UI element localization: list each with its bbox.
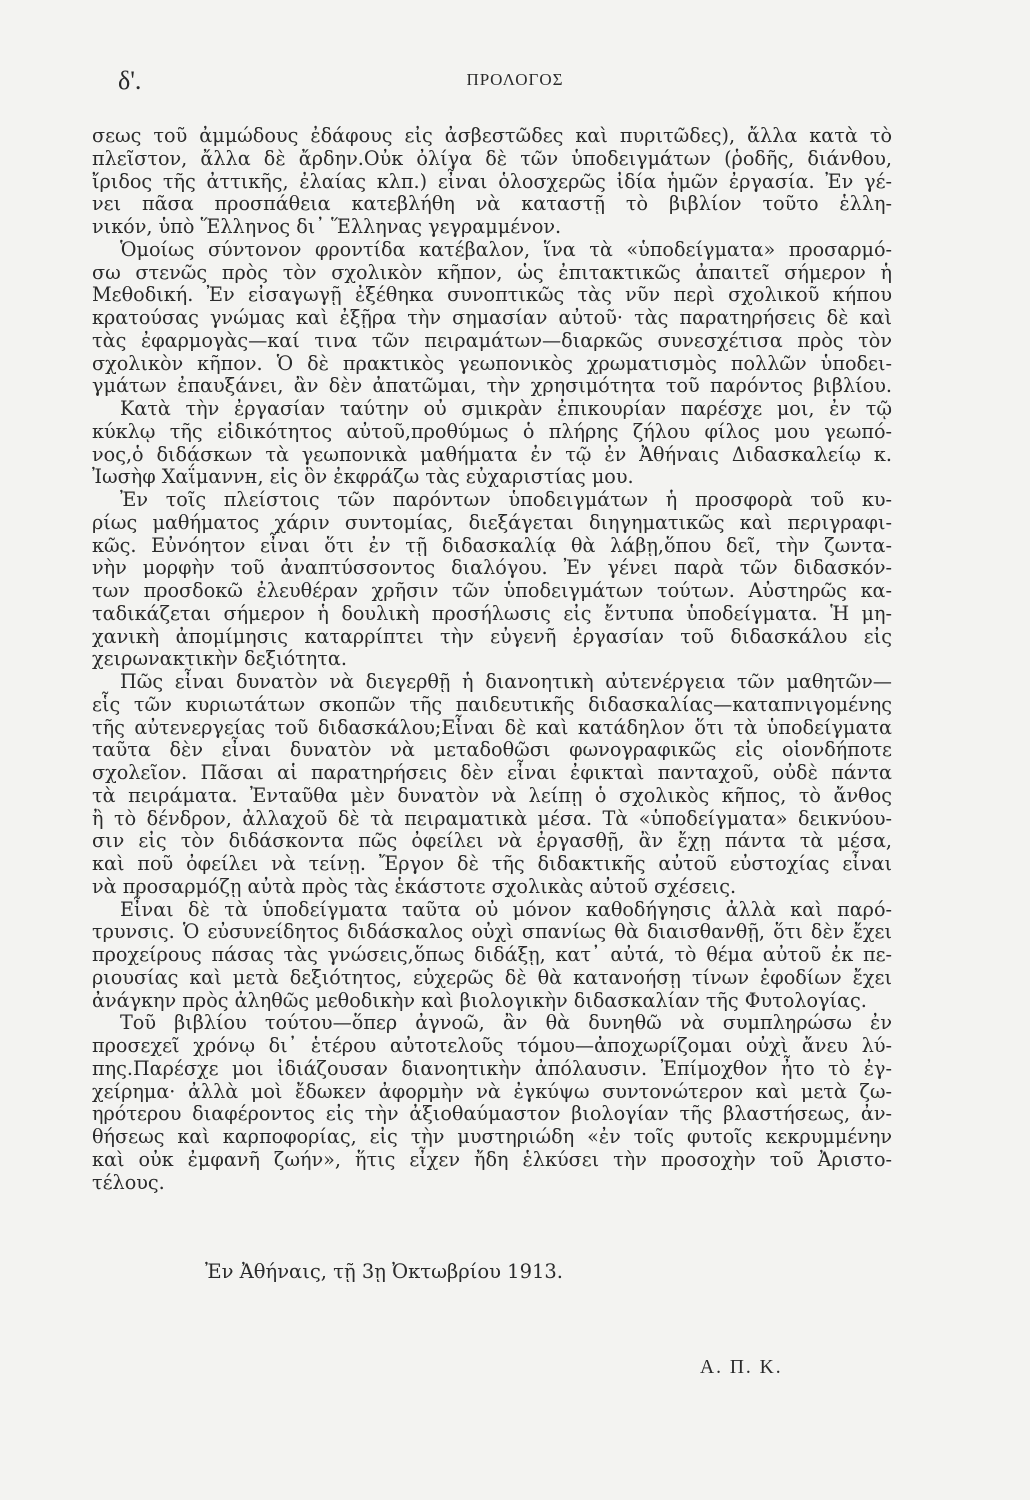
text-line: θήσεως καὶ καρποφορίας, εἰς τὴν μυστηριώδη «ἐν τοῖς φυτοῖς κεκρυμμένην bbox=[92, 1125, 892, 1148]
text-line: πης.Παρέσχε μοι ἰδιάζουσαν διανοητικὴν ἀπόλαυσιν. Ἐπίμοχθον ἦτο τὸ ἐγ- bbox=[92, 1056, 892, 1080]
text-line: των προσδοκῶ ἐλευθέραν χρῆσιν τῶν ὑποδειγμάτων τούτων. Αὐστηρῶς κα- bbox=[92, 579, 892, 602]
text-line: κύκλῳ τῆς εἰδικότητος αὐτοῦ,προθύμως ὁ πλήρης ζήλου φίλος μου γεωπό- bbox=[92, 419, 892, 443]
text-line: ἢ τὸ δένδρον, ἀλλαχοῦ δὲ τὰ πειραματικὰ μέσα. Τὰ «ὑποδείγματα» δεικνύου- bbox=[92, 806, 892, 830]
text-line: κῶς. Εὐνόητον εἶναι ὅτι ἐν τῇ διδασκαλίᾳ θὰ λάβῃ,ὅπου δεῖ, τὴν ζωντα- bbox=[92, 533, 892, 557]
text-line: ριουσίας καὶ μετὰ δεξιότητος, εὐχερῶς δὲ θὰ κατανοήσῃ τίνων ἐφοδίων ἔχει bbox=[92, 965, 892, 989]
text-line: τῆς αὐτενεργείας τοῦ διδασκάλου;Εἶναι δὲ καὶ κατάδηλον ὅτι τὰ ὑποδείγματα bbox=[92, 715, 892, 739]
preface-body bbox=[92, 125, 892, 1194]
text-line: ταδικάζεται σήμερον ἡ δουλικὴ προσήλωσις εἰς ἔντυπα ὑποδείγματα. Ἡ μη- bbox=[92, 601, 892, 625]
text-line: τὰς ἐφαρμογὰς—καί τινα τῶν πειραμάτων—διαρκῶς συνεσχέτισα πρὸς τὸν bbox=[92, 328, 892, 352]
text-line: προχείρους πάσας τὰς γνώσεις,ὅπως διδάξῃ, κατ᾽ αὐτά, τὸ θέμα αὐτοῦ ἐκ πε- bbox=[92, 943, 892, 966]
signature-place-date: Ἐν Ἀθήναις, τῇ 3ῃ Ὀκτωβρίου 1913. bbox=[205, 1260, 563, 1283]
text-line: χειρωνακτικὴν δεξιότητα. bbox=[92, 647, 347, 671]
text-line: νει πᾶσα προσπάθεια κατεβλήθη νὰ καταστῇ τὸ βιβλίον τοῦτο ἑλλη- bbox=[92, 192, 892, 216]
text-line: Πῶς εἶναι δυνατὸν νὰ διεγερθῇ ἡ διανοητικὴ αὐτενέργεια τῶν μαθητῶν— bbox=[120, 670, 892, 693]
text-line: σεως τοῦ ἀμμώδους ἐδάφους εἰς ἀσβεστῶδες καὶ πυριτῶδες), ἄλλα κατὰ τὸ bbox=[92, 124, 892, 147]
text-line: νὴν μορφὴν τοῦ ἀναπτύσσοντος διαλόγου. Ἐν γένει παρὰ τῶν διδασκόν- bbox=[92, 556, 892, 580]
text-line: εἷς τῶν κυριωτάτων σκοπῶν τῆς παιδευτικῆς διδασκαλίας—καταπνιγομένης bbox=[92, 692, 892, 716]
text-line: ρίως μαθήματος χάριν συντομίας, διεξάγεται διηγηματικῶς καὶ περιγραφι- bbox=[92, 510, 892, 534]
page-number: δ'. bbox=[118, 66, 142, 95]
text-line: Κατὰ τὴν ἐργασίαν ταύτην οὐ σμικρὰν ἐπικουρίαν παρέσχε μοι, ἐν τῷ bbox=[120, 397, 892, 420]
text-line: ταῦτα δὲν εἶναι δυνατὸν νὰ μεταδοθῶσι φωνογραφικῶς εἰς οἱονδήποτε bbox=[92, 738, 892, 762]
text-line: Εἶναι δὲ τὰ ὑποδείγματα ταῦτα οὐ μόνον καθοδήγησις ἀλλὰ καὶ παρό- bbox=[120, 897, 892, 921]
text-line: Τοῦ βιβλίου τούτου—ὅπερ ἀγνοῶ, ἂν θὰ δυνηθῶ νὰ συμπληρώσω ἐν bbox=[120, 1011, 892, 1035]
text-line: σω στενῶς πρὸς τὸν σχολικὸν κῆπον, ὡς ἐπιτακτικῶς ἀπαιτεῖ σήμερον ἡ bbox=[92, 260, 892, 284]
text-line: καὶ ποῦ ὀφείλει νὰ τείνῃ. Ἔργον δὲ τῆς διδακτικῆς αὐτοῦ εὐστοχίας εἶναι bbox=[92, 852, 892, 875]
text-line: Ὁμοίως σύντονον φροντίδα κατέβαλον, ἵνα τὰ «ὑποδείγματα» προσαρμό- bbox=[120, 237, 892, 261]
text-line: νικόν, ὑπὸ Ἕλληνος δι᾽ Ἕλληνας γεγραμμένον. bbox=[92, 215, 562, 238]
text-line: ἀνάγκην πρὸς ἀληθῶς μεθοδικὴν καὶ βιολογικὴν διδασκαλίαν τῆς Φυτολογίας. bbox=[92, 988, 867, 1012]
text-line: πλεῖστον, ἄλλα δὲ ἄρδην.Οὐκ ὀλίγα δὲ τῶν ὑποδειγμάτων (ῥοδῆς, διάνθου, bbox=[92, 146, 892, 170]
text-line: χείρημα· ἀλλὰ μοὶ ἔδωκεν ἀφορμὴν νὰ ἐγκύψω συντονώτερον καὶ μετὰ ζω- bbox=[92, 1079, 892, 1103]
text-line: ἴριδος τῆς ἀττικῆς, ἐλαίας κλπ.) εἶναι ὁλοσχερῶς ἰδία ἡμῶν ἐργασία. Ἐν γέ- bbox=[92, 169, 892, 193]
text-line: σχολεῖον. Πᾶσαι αἱ παρατηρήσεις δὲν εἶναι ἐφικταὶ πανταχοῦ, οὐδὲ πάντα bbox=[92, 761, 892, 784]
text-line: γμάτων ἐπαυξάνει, ἂν δὲν ἀπατῶμαι, τὴν χρησιμότητα τοῦ παρόντος βιβλίου. bbox=[92, 374, 892, 398]
text-line: τέλους. bbox=[92, 1170, 165, 1194]
text-line: καὶ οὐκ ἐμφανῆ ζωήν», ἥτις εἶχεν ἤδη ἑλκύσει τὴν προσοχὴν τοῦ Ἀριστο- bbox=[92, 1147, 892, 1171]
text-line: προσεχεῖ χρόνῳ δι᾽ ἑτέρου αὐτοτελοῦς τόμου—ἀποχωρίζομαι οὐχὶ ἄνευ λύ- bbox=[92, 1034, 892, 1057]
text-line: σιν εἰς τὸν διδάσκοντα πῶς ὀφείλει νὰ ἐργασθῇ, ἂν ἔχῃ πάντα τὰ μέσα, bbox=[92, 829, 892, 853]
text-line: σχολικὸν κῆπον. Ὁ δὲ πρακτικὸς γεωπονικὸς χρωματισμὸς πολλῶν ὑποδει- bbox=[92, 351, 892, 375]
text-line: χανικὴ ἀπομίμησις καταρρίπτει τὴν εὐγενῆ ἐργασίαν τοῦ διδασκάλου εἰς bbox=[92, 624, 892, 648]
text-line: κρατούσας γνώμας καὶ ἐξῇρα τὴν σημασίαν αὐτοῦ· τὰς παρατηρήσεις δὲ καὶ bbox=[92, 306, 892, 329]
text-line: νὰ προσαρμόζῃ αὐτὰ πρὸς τὰς ἑκάστοτε σχολικὰς αὐτοῦ σχέσεις. bbox=[92, 874, 737, 898]
signature-initials: Α. Π. Κ. bbox=[700, 1357, 783, 1378]
text-line: Ἐν τοῖς πλείστοις τῶν παρόντων ὑποδειγμάτων ἡ προσφορὰ τοῦ κυ- bbox=[120, 488, 892, 511]
text-line: τρυνσις. Ὁ εὐσυνείδητος διδάσκαλος οὐχὶ σπανίως θὰ διαισθανθῇ, ὅτι δὲν ἔχει bbox=[92, 920, 892, 944]
text-line: νος,ὁ διδάσκων τὰ γεωπονικὰ μαθήματα ἐν τῷ ἐν Ἀθήναις Διδασκαλείῳ κ. bbox=[92, 442, 892, 466]
text-line: Μεθοδική. Ἐν εἰσαγωγῇ ἐξέθηκα συνοπτικῶς τὰς νῦν περὶ σχολικοῦ κήπου bbox=[92, 283, 892, 307]
text-line: Ἰωσὴφ Χαΐμαννн, εἰς ὃν ἐκφράζω τὰς εὐχαριστίας μου. bbox=[92, 465, 634, 489]
text-line: ηρότερου διαφέροντος εἰς τὴν ἀξιοθαύμαστον βιολογίαν τῆς βλαστήσεως, ἀν- bbox=[92, 1102, 892, 1126]
text-line: τὰ πειράματα. Ἐνταῦθα μὲν δυνατὸν νὰ λείπῃ ὁ σχολικὸς κῆπος, τὸ ἄνθος bbox=[92, 783, 892, 807]
page-title: ΠΡΟΛΟΓΟΣ bbox=[466, 70, 564, 89]
